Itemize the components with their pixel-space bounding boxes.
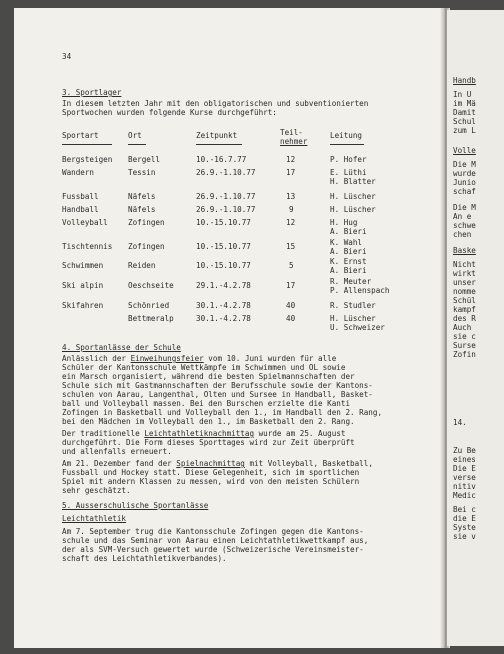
table-cell-ort: Zofingen (128, 242, 165, 251)
table-cell-teil: 13 (286, 192, 296, 201)
right-page-line: wurde (453, 169, 476, 178)
right-page-line: Volle (453, 146, 476, 155)
underline-ort (128, 144, 146, 145)
event-name: Spielnachmittag (176, 459, 245, 468)
right-page-line: In U (453, 90, 472, 99)
underline-leitung (330, 144, 364, 145)
table-cell-leitung: H. Hug (330, 218, 358, 227)
col-header-ort: Ort (128, 131, 142, 140)
paragraph-line: ball und Volleyball massen. Bei den Burschen erzielte die Kanti (62, 399, 351, 408)
right-page-line: nomme (453, 287, 476, 296)
table-cell-leitung: R. Meuter (330, 277, 372, 286)
paragraph-line: Fussball und Hockey statt. Diese Gelegenheit, sich im sportlichen (62, 468, 360, 477)
paragraph-line: der als SVM-Versuch gewertet wurde (Schweizerische Vereinsmeister- (62, 545, 364, 554)
right-page-line: Bei c (453, 505, 476, 514)
right-page-line: zum L (453, 126, 476, 135)
right-page-line: Die M (453, 160, 476, 169)
table-cell-sport: Volleyball (62, 218, 108, 227)
table-cell-ort: Reiden (128, 261, 156, 270)
table-cell-leitung: P. Hofer (330, 155, 367, 164)
table-cell-teil: 12 (286, 218, 296, 227)
right-page-line: schwe (453, 221, 476, 230)
right-page-line: kampf (453, 305, 476, 314)
right-page-line: sie c (453, 332, 476, 341)
table-cell-sport: Tischtennis (62, 242, 113, 251)
right-page-line: Schül (453, 296, 476, 305)
table-cell-leitung: E. Lüthi (330, 168, 367, 177)
table-cell-leitung: R. Studler (330, 301, 376, 310)
section-3-intro-line: In diesem letzten Jahr mit den obligatorischen und subventionierten (62, 99, 369, 108)
paragraph-line: durchgeführt. Die Form dieses Sporttages wird zur Zeit überprüft (62, 438, 355, 447)
table-cell-sport: Ski alpin (62, 281, 104, 290)
event-name: Leichtathletiknachmittag (144, 429, 255, 438)
table-cell-sport: Fussball (62, 192, 99, 201)
right-page-line: des R (453, 314, 476, 323)
table-cell-leitung: A. Bieri (330, 227, 367, 236)
table-cell-ort: Bergell (128, 155, 161, 164)
paragraph-line: Der traditionelle Leichtathletiknachmittag wurde am 25. August (62, 429, 346, 438)
table-cell-leitung: H. Lüscher (330, 205, 376, 214)
table-cell-sport: Skifahren (62, 301, 104, 310)
paragraph-line: schule und das Seminar von Aarau einen Leichtathletikwettkampf aus, (62, 536, 369, 545)
table-cell-sport: Schwimmen (62, 261, 104, 270)
table-cell-leitung: U. Schweizer (330, 323, 385, 332)
right-page-line: eines (453, 455, 476, 464)
table-cell-ort: Näfels (128, 205, 156, 214)
right-page-line: Medic (453, 491, 476, 500)
right-page-line: Surse (453, 341, 476, 350)
paragraph-line: Spiel mit andern Klassen zu messen, wird von den meisten Schülern (62, 477, 360, 486)
col-header-zeitpunkt: Zeitpunkt (196, 131, 238, 140)
table-cell-zeit: 26.9.-1.10.77 (196, 168, 256, 177)
table-cell-leitung: K. Ernst (330, 257, 367, 266)
paragraph-line: Am 21. Dezember fand der Spielnachmittag mit Volleyball, Basketball, (62, 459, 373, 468)
event-name: Einweihungsfeier (130, 354, 204, 363)
right-page-line: sie v (453, 532, 476, 541)
section-4-heading: 4. Sportanlässe der Schule (62, 343, 181, 352)
paragraph-line: schulen von Aarau, Langenthal, Olten und Sursee in Handball, Basket- (62, 390, 373, 399)
table-cell-sport: Handball (62, 205, 99, 214)
table-cell-sport: Bergsteigen (62, 155, 113, 164)
paragraph-line: bei den Mädchen im Volleyball den 1., im Basketball den 2. Rang. (62, 417, 355, 426)
paragraph-line: ein Marsch organisiert, während die besten Spielmannschaften der (62, 372, 355, 381)
col-header-teilnehmer-2: nehmer (280, 137, 308, 146)
table-cell-ort: Zofingen (128, 218, 165, 227)
table-cell-zeit: 30.1.-4.2.78 (196, 301, 251, 310)
table-cell-zeit: 10.-15.10.77 (196, 218, 251, 227)
paragraph-line: sehr geschätzt. (62, 486, 131, 495)
document-page-left (14, 8, 446, 648)
table-cell-leitung: P. Allenspach (330, 286, 390, 295)
section-3-intro-line: Sportwochen wurden folgende Kurse durchgeführt: (62, 108, 277, 117)
table-cell-zeit: 29.1.-4.2.78 (196, 281, 251, 290)
table-cell-leitung: H. Blatter (330, 177, 376, 186)
table-cell-leitung: H. Lüscher (330, 314, 376, 323)
table-cell-leitung: K. Wahl (330, 238, 363, 247)
right-page-line: Die E (453, 464, 476, 473)
paragraph-line: und allenfalls erneuert. (62, 447, 172, 456)
table-cell-teil: 40 (286, 301, 296, 310)
right-page-line: im Mä (453, 99, 476, 108)
table-cell-ort: Schönried (128, 301, 170, 310)
right-page-line: Handb (453, 76, 476, 85)
right-page-line: Baske (453, 246, 476, 255)
right-page-line: Junio (453, 178, 476, 187)
table-cell-teil: 5 (289, 261, 294, 270)
right-page-line: verse (453, 473, 476, 482)
col-header-teilnehmer-1: Teil- (280, 128, 303, 137)
right-page-line: Zofin (453, 350, 476, 359)
paragraph-line: schaft des Leichtathletikverbandes). (62, 554, 227, 563)
right-page-line: unser (453, 278, 476, 287)
col-header-leitung: Leitung (330, 131, 363, 140)
table-cell-teil: 17 (286, 168, 296, 177)
right-page-line: An e (453, 212, 472, 221)
table-cell-teil: 17 (286, 281, 296, 290)
table-cell-teil: 15 (286, 242, 296, 251)
right-page-line: Die M (453, 203, 476, 212)
table-cell-zeit: 26.9.-1.10.77 (196, 205, 256, 214)
right-page-line: Schul (453, 117, 476, 126)
right-page-line: Syste (453, 523, 476, 532)
paragraph-line: Schule sich mit Gastmannschaften der Berufsschule sowie der Kantons- (62, 381, 373, 390)
table-cell-leitung: A. Bieri (330, 266, 367, 275)
table-cell-teil: 9 (289, 205, 294, 214)
right-page-line: Nicht (453, 260, 476, 269)
right-page-line: wirkt (453, 269, 476, 278)
table-cell-ort: Tessin (128, 168, 156, 177)
paragraph-line: Anlässlich der Einweihungsfeier vom 10. Juni wurden für alle (62, 354, 337, 363)
table-cell-ort: Bettmeralp (128, 314, 174, 323)
table-cell-zeit: 10.-15.10.77 (196, 261, 251, 270)
col-header-sportart: Sportart (62, 131, 99, 140)
table-cell-zeit: 30.1.-4.2.78 (196, 314, 251, 323)
right-page-line: die E (453, 514, 476, 523)
table-cell-ort: Näfels (128, 192, 156, 201)
right-page-line: Zu Be (453, 446, 476, 455)
page-number: 34 (62, 52, 72, 61)
paragraph-line: Schüler der Kantonsschule Wettkämpfe im Schwimmen und OL sowie (62, 363, 346, 372)
table-cell-ort: Oeschseite (128, 281, 174, 290)
right-page-line: chen (453, 230, 472, 239)
section-5-heading: 5. Ausserschulische Sportanlässe (62, 501, 209, 510)
right-page-line: Damit (453, 108, 476, 117)
right-page-line: schaf (453, 187, 476, 196)
table-cell-teil: 40 (286, 314, 296, 323)
table-cell-leitung: H. Lüscher (330, 192, 376, 201)
table-cell-zeit: 10.-16.7.77 (196, 155, 247, 164)
section-5-subheading: Leichtathletik (62, 514, 127, 523)
paragraph-line: Zofingen in Basketball und Volleyball den 1., im Handball den 2. Rang, (62, 408, 383, 417)
table-cell-teil: 12 (286, 155, 296, 164)
table-cell-zeit: 10.-15.10.77 (196, 242, 251, 251)
underline-zeitpunkt (196, 144, 242, 145)
document-page-right (447, 10, 504, 646)
right-page-line: 14. (453, 418, 467, 427)
table-cell-leitung: A. Bieri (330, 247, 367, 256)
paragraph-line: Am 7. September trug die Kantonsschule Zofingen gegen die Kantons- (62, 527, 364, 536)
underline-sportart (62, 144, 112, 145)
table-cell-sport: Wandern (62, 168, 95, 177)
right-page-line: Auch (453, 323, 472, 332)
section-3-heading: 3. Sportlager (62, 88, 122, 97)
table-cell-zeit: 26.9.-1.10.77 (196, 192, 256, 201)
right-page-line: nitiv (453, 482, 476, 491)
